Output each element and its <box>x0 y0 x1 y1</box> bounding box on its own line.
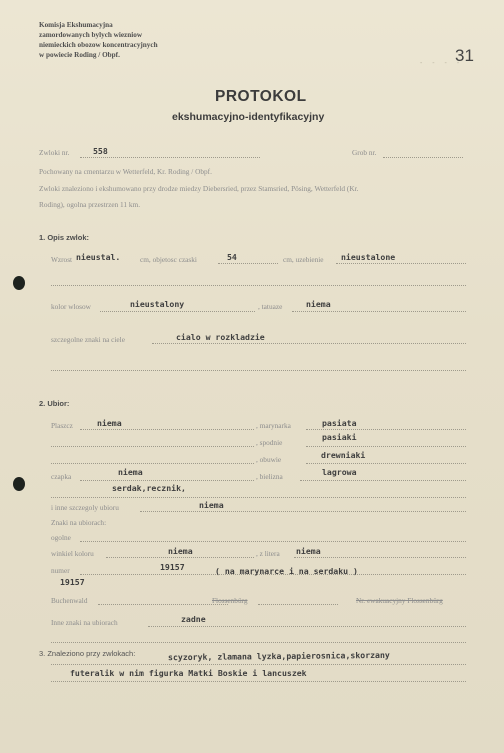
inne-znaki-label: Inne znaki na ubiorach <box>51 618 118 627</box>
found-items-rule-1 <box>51 664 466 665</box>
document-subtitle: ekshumacyjno-identyfikacyjny <box>172 111 325 123</box>
found-items-line-2: futeralik w nim figurka Matki Boskie i lancuszek <box>70 668 307 678</box>
cm-label: cm, objetosc czaski <box>140 255 197 264</box>
marynarka-value: pasiata <box>322 418 357 428</box>
org-line-1: Komisja Ekshumacyjna <box>39 21 113 29</box>
zwloki-label: Zwloki nr. <box>39 148 70 157</box>
numer-note: ( na marynarce i na serdaku ) <box>215 566 358 576</box>
spodnie-label: , spodnie <box>256 438 283 447</box>
buchenwald-label: Buchenwald <box>51 596 88 605</box>
bielizna-line <box>300 480 466 481</box>
uzebienie-line <box>336 263 466 264</box>
punch-hole-top <box>13 276 25 290</box>
znaki-ubior-label: Znaki na ubiorach: <box>51 518 107 527</box>
litera-label: , z litera <box>256 549 280 558</box>
extra-clothing-line <box>51 497 466 498</box>
litera-value: niema <box>296 546 321 556</box>
bielizna-value: lagrowa <box>322 467 357 477</box>
znaki-line <box>152 343 466 344</box>
blank-line-3 <box>51 642 466 643</box>
uzebienie-label: cm, uzebienie <box>283 255 324 264</box>
extra-clothing-value: serdak,recznik, <box>112 483 186 493</box>
ogolne-line <box>80 541 466 542</box>
nr-ewak-label: Nr. ewakuacyjny Flossenbürg <box>356 596 443 605</box>
section3-heading: 3. Znaleziono przy zwlokach: <box>39 649 136 658</box>
czaszka-line <box>218 263 278 264</box>
numer-value-2: 19157 <box>60 577 85 587</box>
znaki-value: cialo w rozkladzie <box>176 332 265 342</box>
plaszcz-value: niema <box>97 418 122 428</box>
org-line-3: niemieckich obozow koncentracyjnych <box>39 41 158 49</box>
spodnie-left-line <box>51 446 254 447</box>
tatuaze-value: niema <box>306 299 331 309</box>
inne-value: niema <box>199 500 224 510</box>
czapka-line <box>80 480 254 481</box>
obuwie-line <box>306 463 466 464</box>
tatuaze-line <box>292 311 466 312</box>
numer-value: 19157 <box>160 562 185 572</box>
tatuaze-label: , tatuaze <box>258 302 283 311</box>
page-number: 31 <box>455 46 474 65</box>
obuwie-value: drewniaki <box>321 450 366 460</box>
winkiel-label: winkiel koloru <box>51 549 94 558</box>
spodnie-line <box>306 446 466 447</box>
flossenburg-line <box>258 604 338 605</box>
inne-znaki-value: zadne <box>181 614 206 624</box>
obuwie-left-line <box>51 463 254 464</box>
blank-line-1 <box>51 285 466 286</box>
ogolne-label: ogolne <box>51 533 71 542</box>
punch-hole-bottom <box>13 477 25 491</box>
winkiel-value: niema <box>168 546 193 556</box>
section2-heading: 2. Ubior: <box>39 399 70 408</box>
numer-label: numer <box>51 566 70 575</box>
faint-dashes: - - - - <box>420 60 464 67</box>
obuwie-label: , obuwie <box>256 455 282 464</box>
zwloki-value: 558 <box>93 146 108 156</box>
znalezione-line-2: Roding), ogolna przestrzen 11 km. <box>39 200 141 209</box>
section1-heading: 1. Opis zwlok: <box>39 233 90 242</box>
czaszka-value: 54 <box>227 252 237 262</box>
czapka-label: czapka <box>51 472 72 481</box>
flossenburg-label: Flossenbürg <box>212 596 248 605</box>
found-items-line-1: scyzoryk, zlamana lyzka,papierosnica,skorzany <box>167 649 390 663</box>
wzrost-label: Wzrost <box>51 255 73 264</box>
litera-line <box>294 557 466 558</box>
plaszcz-line <box>80 429 254 430</box>
pochowany-text: Pochowany na cmentarzu w Wetterfeld, Kr. Roding / Obpf. <box>39 167 212 176</box>
spodnie-value: pasiaki <box>322 432 357 442</box>
grob-label: Grob nr. <box>352 148 377 157</box>
document-title: PROTOKOL <box>215 88 307 105</box>
wzrost-value: nieustal. <box>76 252 121 262</box>
org-line-4: w powiecie Roding / Obpf. <box>39 51 120 59</box>
kolor-value: nieustalony <box>130 299 185 309</box>
blank-line-2 <box>51 370 466 371</box>
kolor-label: kolor wlosow <box>51 302 91 311</box>
inne-znaki-line <box>148 626 466 627</box>
org-line-2: zamordowanych bylych wiezniow <box>39 31 143 39</box>
kolor-line <box>100 311 255 312</box>
marynarka-line <box>306 429 466 430</box>
czapka-value: niema <box>118 467 143 477</box>
inne-line <box>140 511 466 512</box>
plaszcz-label: Plaszcz <box>51 421 73 430</box>
inne-label: i inne szczegoly ubioru <box>51 503 119 512</box>
winkiel-line <box>106 557 254 558</box>
marynarka-label: , marynarka <box>256 421 291 430</box>
found-items-rule-2 <box>51 681 466 682</box>
buchenwald-line <box>98 604 228 605</box>
znalezione-line-1: Zwloki znaleziono i ekshumowano przy drodze miedzy Diebersried, przez Stamsried, Pösing, Wetterfeld (Kr. <box>39 184 359 193</box>
grob-line <box>383 157 463 158</box>
uzebienie-value: nieustalone <box>341 252 396 262</box>
bielizna-label: , bielizna <box>256 472 283 481</box>
zwloki-line <box>80 157 260 158</box>
znaki-label: szczegolne znaki na ciele <box>51 335 125 344</box>
